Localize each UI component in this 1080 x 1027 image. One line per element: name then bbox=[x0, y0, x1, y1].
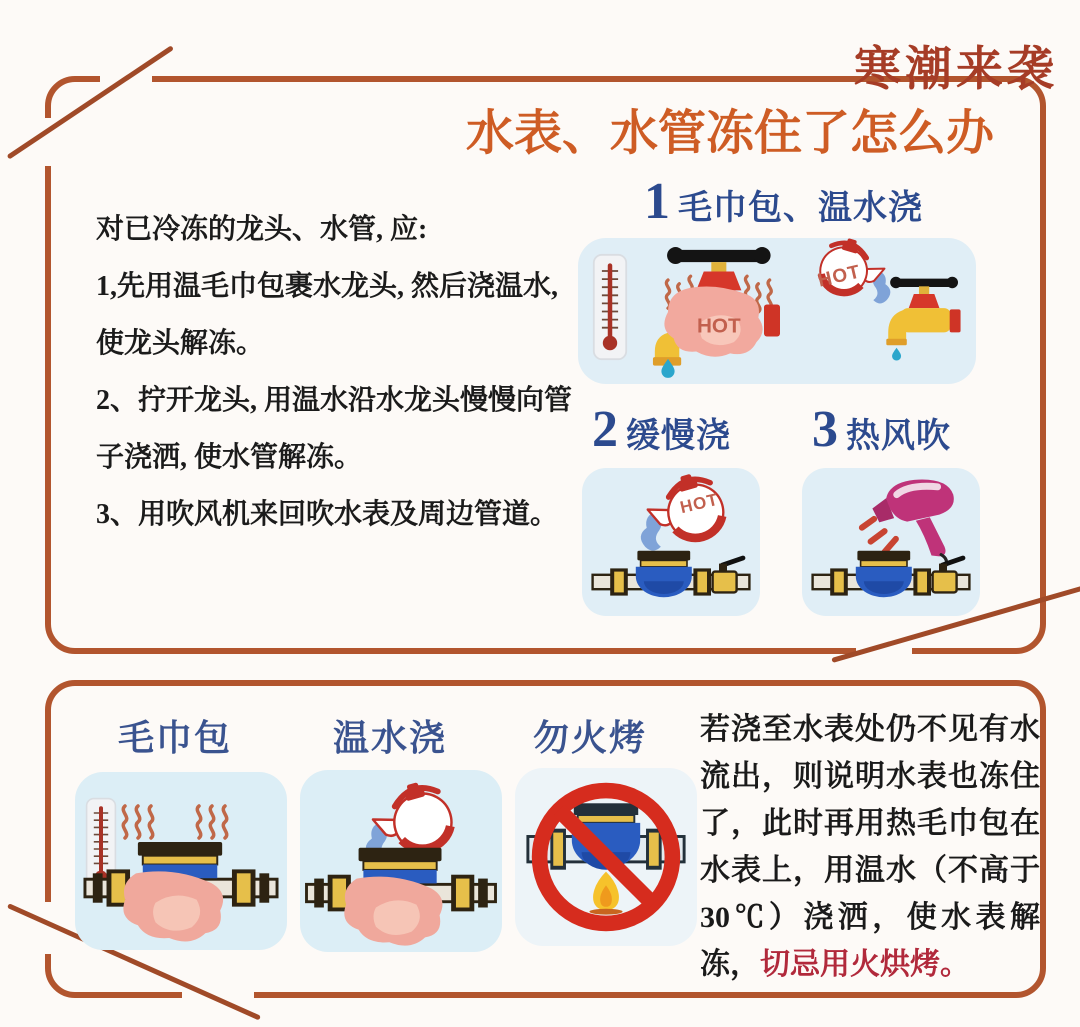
illustration-hot-air-blow bbox=[802, 468, 980, 616]
illustration-meter-warm-water bbox=[300, 770, 502, 952]
poster-subtitle: 水表、水管冻住了怎么办 bbox=[466, 107, 995, 160]
water-meter-icon bbox=[809, 546, 973, 614]
instruction-line: 3、用吹风机来回吹水表及周边管道。 bbox=[96, 499, 559, 530]
thermometer-icon bbox=[592, 250, 628, 364]
note-text: 若浇至水表处仍不见有水流出，则说明水表也冻住了，此时再用热毛巾包在水表上，用温水（不高于30℃）浇洒，使水表解冻， bbox=[700, 713, 1040, 981]
faucet-icon bbox=[878, 256, 974, 380]
method-2-number: 2 bbox=[592, 401, 618, 458]
note-warning-text: 切忌用火烘烤。 bbox=[760, 948, 970, 981]
method-1-label: 毛巾包、温水浇 bbox=[678, 189, 923, 227]
illustration-no-fire bbox=[515, 768, 697, 946]
method-3-heading bbox=[812, 401, 951, 458]
method-2-heading bbox=[592, 401, 731, 458]
illustration-slow-pour bbox=[582, 468, 760, 616]
method-3-label: 热风吹 bbox=[846, 417, 951, 455]
instructions-text-block bbox=[96, 212, 586, 554]
instruction-line: 子浇洒, 使水管解冻。 bbox=[96, 442, 363, 473]
wrapped-water-meter-icon bbox=[304, 840, 498, 948]
no-fire-sign-icon bbox=[523, 774, 689, 940]
hot-label: HOT bbox=[678, 489, 721, 518]
illustration-meter-towel-wrap bbox=[75, 772, 287, 950]
method-1-heading bbox=[644, 173, 923, 230]
method-2-label: 缓慢浇 bbox=[626, 417, 731, 455]
bottom-method-1-title: 毛巾包 bbox=[117, 717, 232, 758]
bottom-note bbox=[700, 706, 1040, 988]
wrapped-faucet-icon bbox=[636, 246, 796, 378]
water-meter-icon bbox=[589, 546, 753, 614]
instruction-line: 使龙头解冻。 bbox=[96, 328, 265, 359]
bottom-method-3-title: 勿火烤 bbox=[532, 717, 647, 758]
method-1-number: 1 bbox=[644, 173, 670, 230]
bottom-method-2-title: 温水浇 bbox=[332, 717, 447, 758]
instruction-line: 对已冷冻的龙头、水管, 应: bbox=[96, 214, 428, 245]
method-3-number: 3 bbox=[812, 401, 838, 458]
illustration-towel-wrap-warm-water bbox=[578, 238, 976, 384]
hot-label: HOT bbox=[816, 261, 863, 292]
instruction-line: 2、拧开龙头, 用温水沿水龙头慢慢向管 bbox=[96, 385, 573, 416]
poster-title: 寒潮来袭 bbox=[854, 42, 1058, 95]
instruction-line: 1,先用温毛巾包裹水龙头, 然后浇温水, bbox=[96, 271, 559, 302]
wrapped-water-meter-icon bbox=[83, 834, 279, 944]
